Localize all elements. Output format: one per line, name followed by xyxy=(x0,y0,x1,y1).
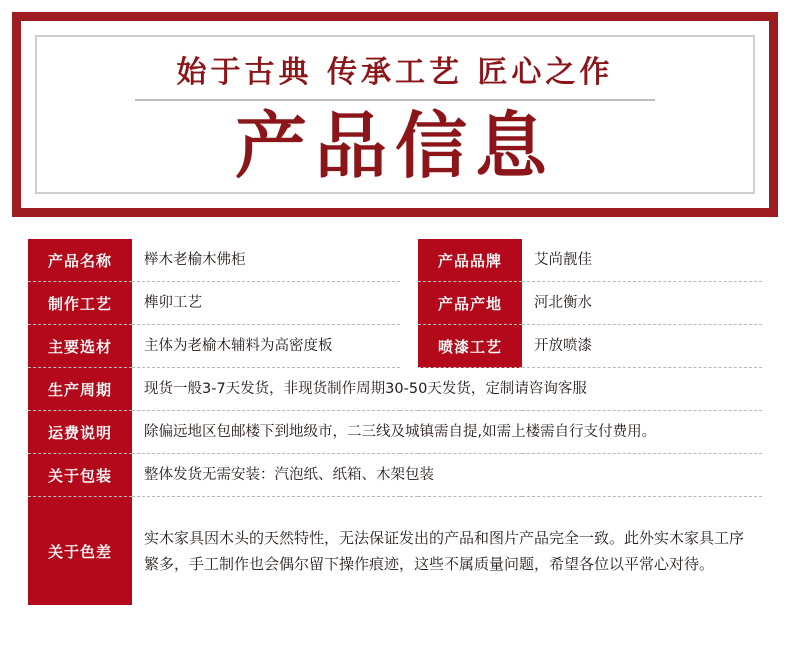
row-value-product-name: 榉木老榆木佛柜 xyxy=(132,239,400,282)
table-row xyxy=(28,411,762,454)
row-value-material: 主体为老榆木辅料为高密度板 xyxy=(132,325,400,368)
row-label-brand: 产品品牌 xyxy=(418,239,522,282)
banner-title: 产品信息 xyxy=(234,103,555,189)
column-gap xyxy=(400,239,418,282)
product-info-page xyxy=(0,12,790,658)
table-row xyxy=(28,368,762,411)
column-gap xyxy=(400,282,418,325)
row-value-packaging: 整体发货无需安装：汽泡纸、纸箱、木架包装 xyxy=(132,454,762,497)
row-label-packaging: 关于包装 xyxy=(28,454,132,497)
row-label-production-cycle: 生产周期 xyxy=(28,368,132,411)
table-row xyxy=(28,239,762,282)
row-value-craft: 榫卯工艺 xyxy=(132,282,400,325)
row-value-paint: 开放喷漆 xyxy=(522,325,762,368)
banner-subtitle: 始于古典 传承工艺 匠心之作 xyxy=(176,55,614,91)
row-value-shipping: 除偏远地区包邮楼下到地级市，二三线及城镇需自提,如需上楼需自行支付费用。 xyxy=(132,411,762,454)
table-row xyxy=(28,282,762,325)
banner-inner xyxy=(21,21,769,208)
row-label-color-difference: 关于色差 xyxy=(28,497,132,606)
row-value-production-cycle: 现货一般3-7天发货，非现货制作周期30-50天发货，定制请咨询客服 xyxy=(132,368,762,411)
row-label-craft: 制作工艺 xyxy=(28,282,132,325)
banner-divider xyxy=(135,99,655,101)
table-row xyxy=(28,497,762,606)
table-row xyxy=(28,454,762,497)
row-value-origin: 河北衡水 xyxy=(522,282,762,325)
column-gap xyxy=(400,325,418,368)
spec-table xyxy=(28,239,762,605)
row-value-brand: 艾尚靓佳 xyxy=(522,239,762,282)
table-row xyxy=(28,325,762,368)
row-label-shipping: 运费说明 xyxy=(28,411,132,454)
banner xyxy=(12,12,778,217)
row-value-color-difference: 实木家具因木头的天然特性，无法保证发出的产品和图片产品完全一致。此外实木家具工序繁多，手工制作也会偶尔留下操作痕迹，这些不属质量问题，希望各位以平常心对待。 xyxy=(144,528,745,573)
row-label-material: 主要选材 xyxy=(28,325,132,368)
row-label-origin: 产品产地 xyxy=(418,282,522,325)
row-label-paint: 喷漆工艺 xyxy=(418,325,522,368)
row-label-product-name: 产品名称 xyxy=(28,239,132,282)
